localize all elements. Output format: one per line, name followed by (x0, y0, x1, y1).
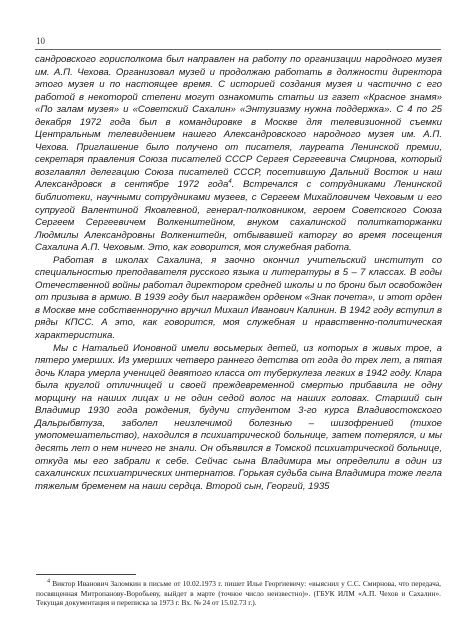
footnote-text: Виктор Иванович Заломкин в письме от 10.02.1973 г. пишет Илье Георгиевичу: «выяснил у С.С. Смирнова, что передача, посвященная Митропанову-Воробьеву, выйдет в марте (точное число неизвестно)». (ГБУК ИЛМ «А.П. Чехов и Сахалин». Текущая документация и переписка за 1973 г. Вх. № 24 от 15.02.73 г.). (36, 579, 441, 607)
header-rule (35, 49, 441, 50)
footnote-separator (36, 574, 136, 575)
paragraph-1-text-after: . Встречался с сотрудниками Ленинской библиотеки, научными сотрудниками музеев, с Сергеем Михайловичем Чеховым и его супругой Валентиной Яковлевной, генерал-полковником, героем Советского Союза Сергеем Сергеевичем Волкенштейном, внуком сахалинской политкаторжанки Людмилы Александровны Волкенштейн, отбывавшей каторгу во время посещения Сахалина А.П. Чеховым. Это, как говорится, моя служебная работа. (35, 179, 442, 254)
paragraph-1 (35, 54, 442, 255)
footnote-number: 4 (47, 578, 50, 585)
main-text (35, 54, 442, 493)
paragraph-3: Мы с Натальей Ионовной имели восьмерых детей, из которых в живых трое, а пятеро умерших. Из умерших четверо раннего детства от года до трех лет, а пятая дочь Клара умерла ученицей девятого класса от туберкулеза легких в 1942 году. Клара была круглой отличницей и своей преждевременной смертью прибавила не одну морщину на наших лицах и не один седой волос на наших головах. Старший сын Владимир 1930 года рождения, будучи студентом 3-го курса Владивостокского Дальрыбвтуза, заболел неизлечимой болезнью – шизофренией (тихое умопомешательство), находился в психиатрической больнице, затем потерялся, и мы десять лет о нем ничего не знали. Он объявился в Томской психиатрической больнице, откуда мы его забрали к себе. Сейчас сына Владимира мы определили в один из сахалинских психиатрических интернатов. Горькая судьба сына Владимира тоже легла тяжелым бременем на наши сердца. Второй сын, Георгий, 1935 (35, 342, 442, 492)
footnote (36, 579, 441, 608)
page-number: 10 (36, 36, 45, 46)
footnote-reference[interactable]: 4 (228, 179, 232, 186)
paragraph-2: Работая в школах Сахалина, я заочно окончил учительский институт со специальностью преподавателя русского языка и литературы в 5 – 7 классах. В годы Отечественной войны работал директором средней школы и по брони был освобожден от призыва в армию. В 1939 году был награжден орденом «Знак почета», и этот орден в Москве мне собственноручно вручил Михаил Иванович Калинин. В 1942 году вступил в ряды КПСС. А это, как говорится, моя служебная и нравственно-политическая характеристика. (35, 254, 442, 342)
paragraph-1-text-before: сандровского горисполкома был направлен на работу по организации народного музея им. А.П. Чехова. Организовал музей и продолжаю работать в должности директора этого музея и по настоящее время. С историей создания музея и частично с его работой в некоторой степени могут ознакомить статьи из газет «Красное знамя» «По залам музея» и «Советский Сахалин» «Энтузиазму нужна поддержка». С 4 по 25 декабря 1972 года был в командировке в Москве для телевизионной съемки Центральным телевидением нашего Александровского народного музея им. А.П. Чехова. Приглашение было получено от писателя, лауреата Ленинской премии, секретаря правления Союза писателей СССР Сергея Сергеевича Смирнова, который возглавлял делегацию Союза писателей СССР, посетившую Дальний Восток и наш Александровск в сентябре 1972 года (35, 54, 442, 191)
